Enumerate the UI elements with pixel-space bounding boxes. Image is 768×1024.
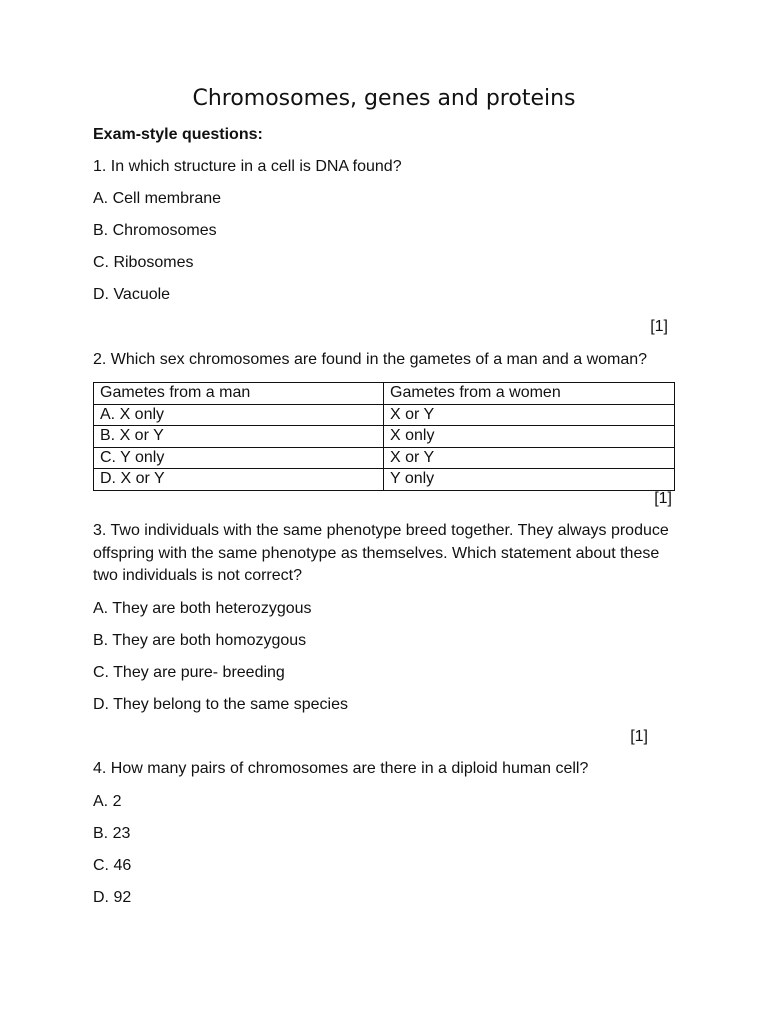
table-cell: X only <box>384 426 675 448</box>
question-3-option-c: C. They are pure- breeding <box>93 664 285 681</box>
question-2-text: 2. Which sex chromosomes are found in the gametes of a man and a woman? <box>93 351 648 368</box>
section-heading: Exam-style questions: <box>93 126 263 143</box>
question-1-option-c: C. Ribosomes <box>93 254 194 271</box>
question-4-option-b: B. 23 <box>93 825 131 842</box>
table-header-woman: Gametes from a women <box>384 383 675 405</box>
table-cell: D. X or Y <box>94 469 384 491</box>
table-header-row <box>94 383 675 405</box>
question-1-text: 1. In which structure in a cell is DNA found? <box>93 158 402 175</box>
question-4-option-c: C. 46 <box>93 857 132 874</box>
table-row <box>94 426 675 448</box>
table-cell: A. X only <box>94 404 384 426</box>
question-2-marks: [1] <box>654 490 672 507</box>
table-header-man: Gametes from a man <box>94 383 384 405</box>
question-3-text: 3. Two individuals with the same phenotype breed together. They always produce offspring with the same phenotype as themselves. Which statement about these two individuals is not correct? <box>93 522 669 584</box>
table-cell: X or Y <box>384 404 675 426</box>
table-cell: X or Y <box>384 447 675 469</box>
question-1-option-d: D. Vacuole <box>93 286 171 303</box>
question-3-option-d: D. They belong to the same species <box>93 696 348 713</box>
gametes-table <box>93 382 675 491</box>
question-3-marks: [1] <box>630 728 648 745</box>
table-cell: C. Y only <box>94 447 384 469</box>
table-cell: Y only <box>384 469 675 491</box>
question-1-option-b: B. Chromosomes <box>93 222 217 239</box>
page-title: Chromosomes, genes and proteins <box>192 86 576 111</box>
question-4-option-d: D. 92 <box>93 889 132 906</box>
question-3-option-a: A. They are both heterozygous <box>93 600 312 617</box>
table-row <box>94 404 675 426</box>
table-row <box>94 447 675 469</box>
question-1-marks: [1] <box>650 318 668 335</box>
question-4-text: 4. How many pairs of chromosomes are there in a diploid human cell? <box>93 760 589 777</box>
question-3-option-b: B. They are both homozygous <box>93 632 307 649</box>
table-row <box>94 469 675 491</box>
question-4-option-a: A. 2 <box>93 793 122 810</box>
table-cell: B. X or Y <box>94 426 384 448</box>
question-1-option-a: A. Cell membrane <box>93 190 222 207</box>
